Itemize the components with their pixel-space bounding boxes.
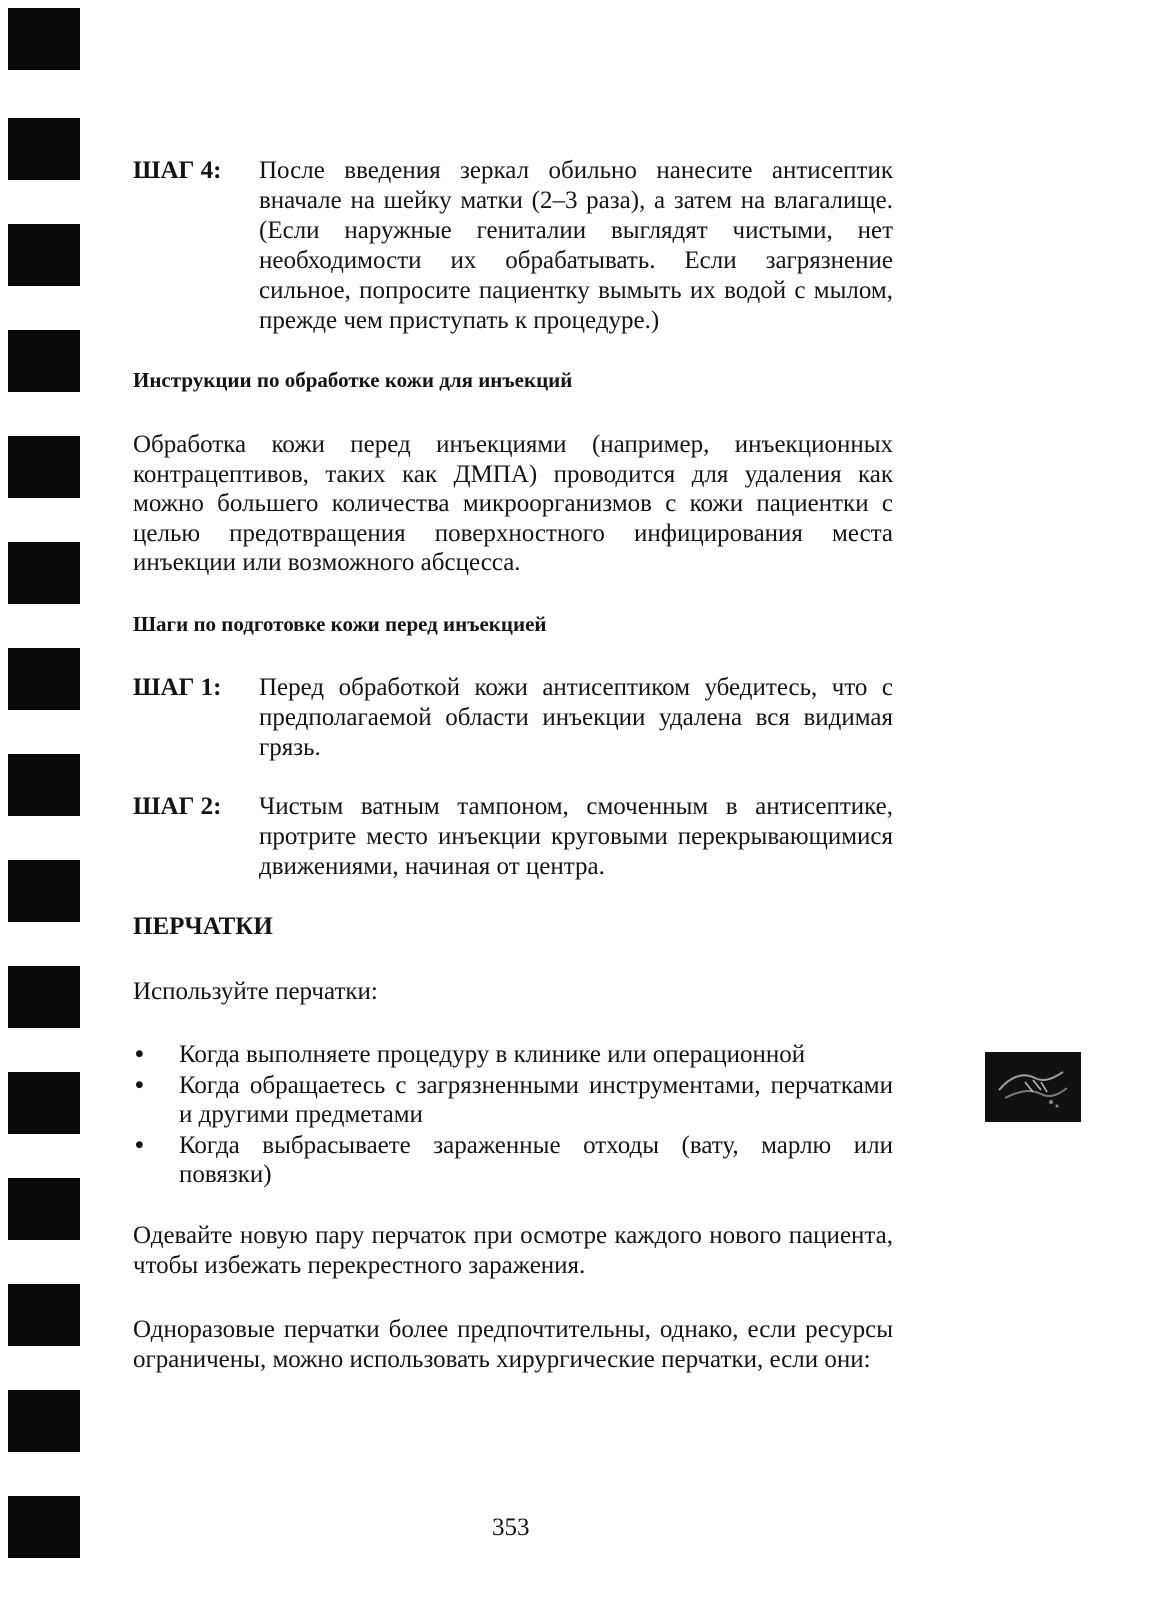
binding-hole <box>8 1284 80 1346</box>
binding-hole <box>8 754 80 816</box>
gloves-intro: Используйте перчатки: <box>133 978 378 1005</box>
binding-hole <box>8 648 80 710</box>
binding-hole <box>8 330 80 392</box>
binding-hole <box>8 1390 80 1452</box>
binding-hole <box>8 542 80 604</box>
bullet-icon: • <box>135 1071 144 1099</box>
step-2-text: Чистым ватным тампоном, смоченным в антисептике, протрите место инъекции круговыми перекрывающимися движениями, начиная от центра. <box>259 793 893 880</box>
list-item-text: Когда выполняете процедуру в клинике или операционной <box>179 1041 806 1068</box>
page-number: 353 <box>492 1514 530 1541</box>
gloves-bullet-list <box>133 1040 893 1191</box>
handshake-icon <box>985 1052 1081 1122</box>
bullet-icon: • <box>135 1041 144 1068</box>
paragraph-new-pair: Одевайте новую пару перчаток при осмотре каждого нового пациента, чтобы избежать перекрестного заражения. <box>133 1222 893 1279</box>
list-item <box>133 1040 893 1070</box>
heading-gloves: ПЕРЧАТКИ <box>133 913 273 940</box>
step-2 <box>133 792 893 882</box>
step-4-label: ШАГ 4: <box>133 157 222 184</box>
binding-hole <box>8 1072 80 1134</box>
section-tab-icon <box>985 1052 1081 1122</box>
step-1-label: ШАГ 1: <box>133 674 222 701</box>
step-2-label: ШАГ 2: <box>133 793 222 820</box>
paragraph-disposable: Одноразовые перчатки более предпочтительны, однако, если ресурсы ограничены, можно использовать хирургические перчатки, если они: <box>133 1316 893 1373</box>
step-1 <box>133 673 893 763</box>
list-item <box>133 1071 893 1130</box>
step-1-text: Перед обработкой кожи антисептиком убедитесь, что с предполагаемой области инъекции удалена вся видимая грязь. <box>259 674 893 761</box>
binding-hole <box>8 1496 80 1558</box>
heading-skin-instructions: Инструкции по обработке кожи для инъекций <box>133 368 573 392</box>
paragraph-skin-treatment: Обработка кожи перед инъекциями (например, инъекционных контрацептивов, таких как ДМПА) проводится для удаления как можно большего количества микроорганизмов с кожи пациентки с целью предотвращения поверхностного инфицирования места инъекции или возможного абсцесса. <box>133 431 893 576</box>
list-item-text: Когда выбрасываете зараженные отходы (вату, марлю или повязки) <box>179 1131 893 1188</box>
binding-hole <box>8 118 80 180</box>
heading-skin-steps: Шаги по подготовке кожи перед инъекцией <box>133 612 547 636</box>
step-4-text: После введения зеркал обильно нанесите антисептик вначале на шейку матки (2–3 раза), а затем на влагалище. (Если наружные гениталии выглядят чистыми, нет необходимости их обрабатывать. Если загрязнение сильное, попросите пациентку вымыть их водой с мылом, прежде чем приступать к процедуре.) <box>259 157 893 334</box>
step-4 <box>133 156 893 336</box>
spiral-binding-strip <box>0 0 90 1600</box>
binding-hole <box>8 860 80 922</box>
list-item-text: Когда обращаетесь с загрязненными инструментами, перчатками и другими предметами <box>179 1071 893 1128</box>
binding-hole <box>8 1178 80 1240</box>
binding-hole <box>8 8 80 70</box>
binding-hole <box>8 966 80 1028</box>
binding-hole <box>8 224 80 286</box>
bullet-icon: • <box>135 1131 144 1159</box>
list-item <box>133 1131 893 1190</box>
binding-hole <box>8 436 80 498</box>
